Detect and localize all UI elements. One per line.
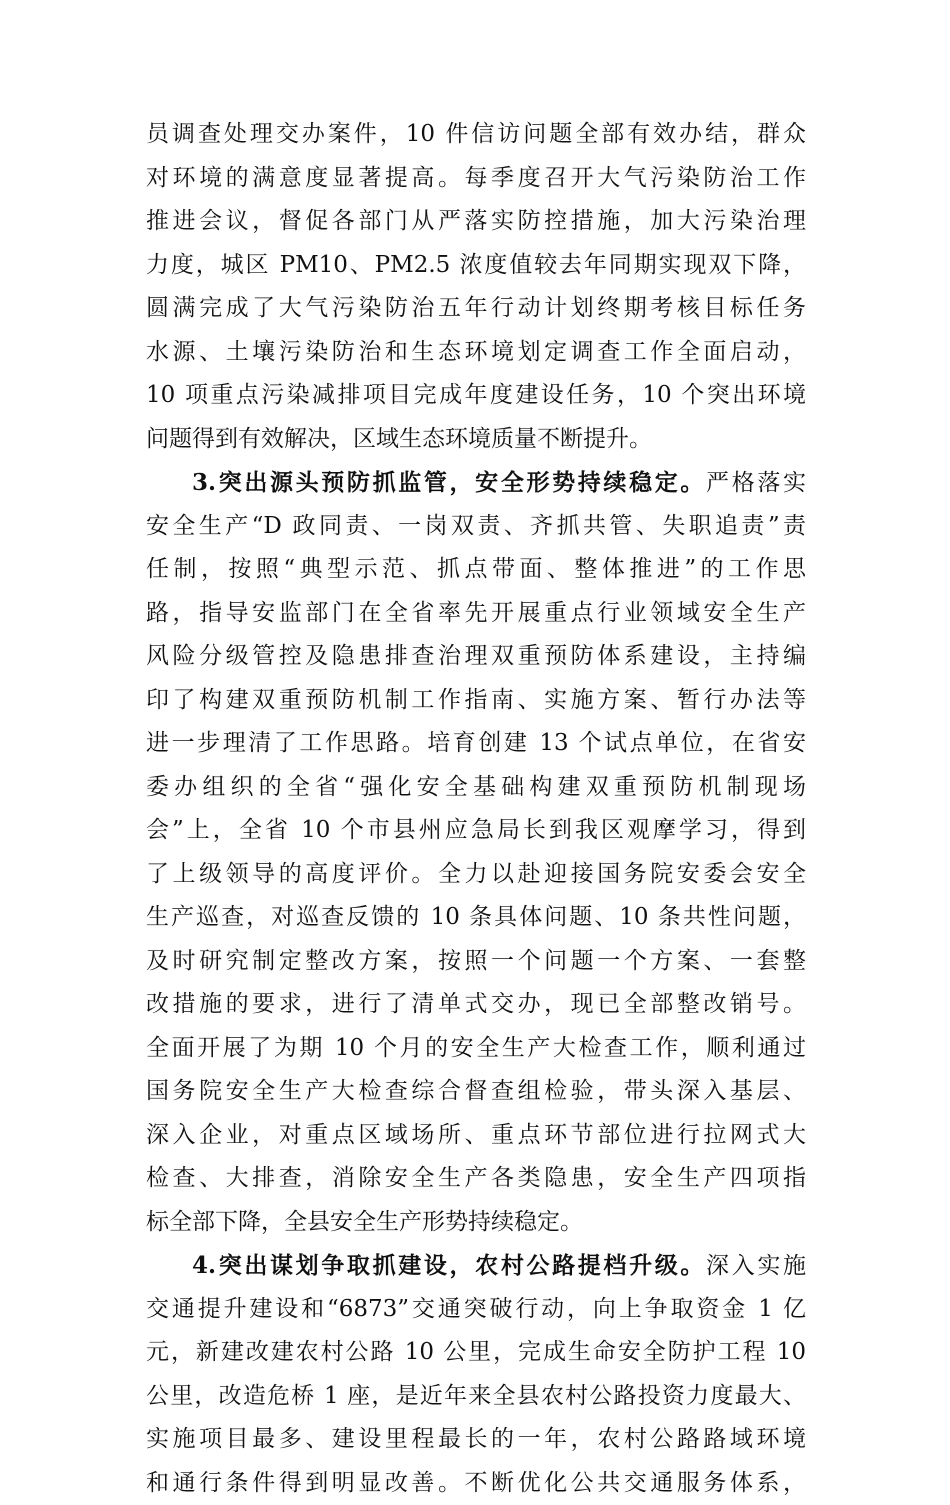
text-line: 圆满完成了大气污染防治五年行动计划终期考核目标任务 xyxy=(146,287,806,331)
text-line: 进一步理清了工作思路。培育创建 13 个试点单位，在省安 xyxy=(146,722,806,766)
text-line: 委办组织的全省“强化安全基础构建双重预防机制现场 xyxy=(146,766,806,810)
text-line: 深入企业，对重点区域场所、重点环节部位进行拉网式大 xyxy=(146,1114,806,1158)
text-line: 会”上，全省 10 个市县州应急局长到我区观摩学习，得到 xyxy=(146,809,806,853)
text-line: 力度，城区 PM10、PM2.5 浓度值较去年同期实现双下降， xyxy=(146,244,806,288)
text-line: 推进会议，督促各部门从严落实防控措施，加大污染治理 xyxy=(146,200,806,244)
text-line: 路，指导安监部门在全省率先开展重点行业领域安全生产 xyxy=(146,592,806,636)
text-line: 及时研究制定整改方案，按照一个问题一个方案、一套整 xyxy=(146,940,806,984)
text-line: 检查、大排查，消除安全生产各类隐患，安全生产四项指 xyxy=(146,1157,806,1201)
text-line: 问题得到有效解决，区域生态环境质量不断提升。 xyxy=(146,418,806,462)
paragraph-environment xyxy=(146,113,806,461)
text-line: 元，新建改建农村公路 10 公里，完成生命安全防护工程 10 xyxy=(146,1331,806,1375)
text-line: 安全生产“D 政同责、一岗双责、齐抓共管、失职追责”责 xyxy=(146,505,806,549)
text-line: 任制，按照“典型示范、抓点带面、整体推进”的工作思 xyxy=(146,548,806,592)
section-heading: 4.突出谋划争取抓建设，农村公路提档升级。 xyxy=(192,1252,706,1279)
text-line: 和通行条件得到明显改善。不断优化公共交通服务体系， xyxy=(146,1462,806,1505)
text-line: 风险分级管控及隐患排查治理双重预防体系建设，主持编 xyxy=(146,635,806,679)
paragraph-roads xyxy=(146,1244,806,1505)
text-line: 对环境的满意度显著提高。每季度召开大气污染防治工作 xyxy=(146,157,806,201)
text-line: 公里，改造危桥 1 座，是近年来全县农村公路投资力度最大、 xyxy=(146,1375,806,1419)
text-line: 实施项目最多、建设里程最长的一年，农村公路路域环境 xyxy=(146,1418,806,1462)
text-line: 国务院安全生产大检查综合督查组检验，带头深入基层、 xyxy=(146,1070,806,1114)
text-line: 印了构建双重预防机制工作指南、实施方案、暂行办法等 xyxy=(146,679,806,723)
section-heading: 3.突出源头预防抓监管，安全形势持续稳定。 xyxy=(192,469,706,496)
text-line: 了上级领导的高度评价。全力以赴迎接国务院安委会安全 xyxy=(146,853,806,897)
document-body xyxy=(146,113,806,1505)
text-line: 10 项重点污染减排项目完成年度建设任务，10 个突出环境 xyxy=(146,374,806,418)
text-line: 员调查处理交办案件，10 件信访问题全部有效办结，群众 xyxy=(146,113,806,157)
text-line: 全面开展了为期 10 个月的安全生产大检查工作，顺利通过 xyxy=(146,1027,806,1071)
text-line: 生产巡查，对巡查反馈的 10 条具体问题、10 条共性问题， xyxy=(146,896,806,940)
paragraph-first-line xyxy=(146,461,806,505)
text-line: 水源、土壤污染防治和生态环境划定调查工作全面启动， xyxy=(146,331,806,375)
text-line: 改措施的要求，进行了清单式交办，现已全部整改销号。 xyxy=(146,983,806,1027)
text-line: 标全部下降，全县安全生产形势持续稳定。 xyxy=(146,1201,806,1245)
paragraph-safety xyxy=(146,461,806,1244)
text-run: 深入实施 xyxy=(706,1253,806,1279)
text-run: 严格落实 xyxy=(706,470,806,496)
paragraph-first-line xyxy=(146,1244,806,1288)
text-line: 交通提升建设和“6873”交通突破行动，向上争取资金 1 亿 xyxy=(146,1288,806,1332)
